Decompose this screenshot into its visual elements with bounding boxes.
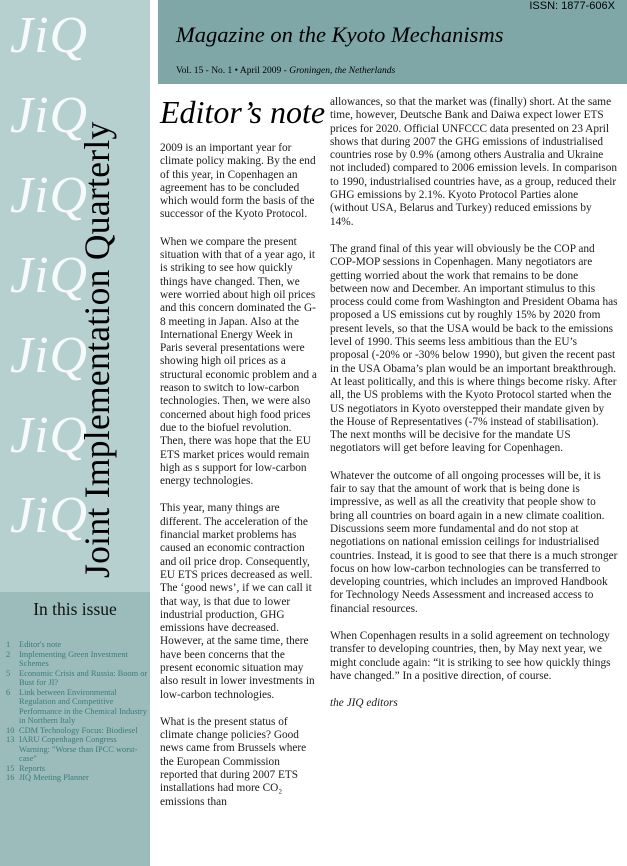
magazine-title: Magazine on the Kyoto Mechanisms: [176, 22, 504, 47]
page-number: 16: [6, 773, 15, 782]
contents-item[interactable]: [6, 640, 148, 650]
paragraph: This year, many things are different. The acceleration of the financial market problems has caused an economic contraction and oil price drop. Consequently, EU ETS prices decreased as well. The ‘good news’, if we can call it that way, is that due to lower industrial production, GHG emissions have decreased. However, at the same time, there have been concerns that the present economic situation may also result in lower investments in low-carbon technologies.: [160, 502, 315, 701]
jiq-watermark: JiQ: [10, 87, 89, 144]
jiq-watermark: JiQ: [10, 327, 89, 384]
signature: the JIQ editors: [330, 697, 398, 710]
contents-label: CDM Technology Focus: Biodiesel: [19, 725, 138, 735]
paragraph: What is the present status of climate change policies? Good news came from Brussels where the European Commission reported that during 2007 ETS installations had more CO₂ emissions than: [160, 715, 307, 808]
contents-item[interactable]: [6, 726, 148, 736]
volume-info: Vol. 15 - No. 1 • April 2009 -: [176, 66, 290, 76]
in-this-issue-box: [0, 592, 150, 866]
contents-item[interactable]: [6, 650, 148, 669]
contents-label: Reports: [19, 763, 46, 773]
contents-list: [6, 640, 148, 783]
article-heading: Editor’s note: [160, 94, 326, 130]
paragraph: When Copenhagen results in a solid agreement on technology transfer to developing countries, then, by May next year, we might conclude again: “it is striking to see how quickly things have changed.” In a positive direction, of course.: [330, 629, 611, 682]
page-number: 2: [6, 649, 11, 659]
page-number: 10: [6, 725, 15, 735]
contents-label: IARU Copenhagen Congress Warning: "Worse than IPCC worst-case": [19, 735, 138, 763]
article-column-1: [160, 142, 318, 823]
page-number: 15: [6, 763, 15, 773]
jiq-watermark: JiQ: [10, 167, 89, 224]
paragraph: allowances, so that the market was (finally) short. At the same time, however, Deutsche Bank and Daiwa expect lower ETS prices for 2020. Official UNFCCC data presented on 23 April shows that during 2007 the GHG emissions of industrialised countries rose by 0.9% (among others Australia and Ukraine not included) compared to 2006 emission levels. In comparison to 1990, industrialised countries have, as a group, reduced their GHG emissions by 2.1%. Kyoto Protocol Parties alone (without USA, Belarus and Turkey) reduced emissions by 14%.: [330, 96, 618, 228]
page-number: 1: [6, 640, 11, 649]
contents-item[interactable]: [6, 764, 148, 774]
contents-item[interactable]: [6, 669, 148, 688]
contents-item[interactable]: [6, 773, 148, 783]
jiq-watermark: JiQ: [10, 7, 89, 64]
paragraph: Whatever the outcome of all ongoing processes will be, it is fair to say that the amount of work that is being done is impressive, as well as all the creativity that people show to bring all countries on board again in a new climate coalition. Discussions seem more fundamental and do not stop at negotiations on national emission ceilings for industrialised countries. Instead, it is good to see that there is a much stronger focus on how low-carbon technologies can be transferred to developing countries, which includes an improved Handbook for Technology Needs Assessment and increased access to financial resources.: [330, 469, 618, 615]
contents-item[interactable]: [6, 688, 148, 726]
contents-label: Editor's note: [19, 640, 62, 649]
contents-label: Economic Crisis and Russia: Boom or Bust for JI?: [19, 668, 148, 687]
contents-label: JIQ Meeting Planner: [19, 773, 89, 782]
contents-label: Link between Environmental Regulation and Competitive Performance in the Chemical Industry in Northern Italy: [19, 687, 147, 725]
jiq-watermark: JiQ: [10, 247, 89, 304]
publication-title: Joint Implementation Quarterly: [77, 121, 117, 578]
issn: ISSN: 1877-606X: [529, 0, 615, 12]
in-this-issue-heading: In this issue: [33, 599, 117, 619]
sidebar: [0, 0, 150, 866]
page-number: 5: [6, 668, 11, 678]
jiq-watermark: JiQ: [10, 407, 89, 464]
contents-label: Implementing Green Investment Schemes: [19, 649, 128, 668]
jiq-watermark: JiQ: [10, 487, 89, 544]
paragraph: When we compare the present situation with that of a year ago, it is striking to see how quickly things have changed. Then, we were worried about high oil prices and this concern dominated the G-8 meeting in Japan. Also at the International Energy Week in Paris several presentations were showing high oil prices as a structural economic problem and a reason to switch to low-carbon technologies. Then, we were also concerned about high food prices due to the biofuel revolution. Then, there was hope that the EU ETS market prices would remain high as s support for low-carbon energy technologies.: [160, 235, 317, 488]
location: Groningen, the Netherlands: [289, 66, 396, 76]
page-number: 6: [6, 687, 11, 697]
masthead-bar: [158, 0, 627, 84]
paragraph: 2009 is an important year for climate policy making. By the end of this year, in Copenhagen an agreement has to be concluded which would form the basis of the successor of the Kyoto Protocol.: [160, 142, 316, 221]
paragraph: The grand final of this year will obviously be the COP and COP-MOP sessions in Copenhagen. Many negotiators are getting worried about the work that remains to be done between now and December. An important stimulus to this process could come from Washington and President Obama has proposed a US emissions cut by roughly 15% by 2020 from present levels, so that the USA would be back to the emissions level of 1990. This seems less ambitious than the EU’s proposal (-20% or -30% below 1990), but given the recent past in the USA Obama’s plan would be an important breakthrough. At least politically, and this is where things become risky. After all, the US problems with the Kyoto Protocol started when the US negotiators in Kyoto overstepped their mandate given by the House of Representatives (-7% instead of stabilisation). The next months will be decisive for the mandate US negotiators will get before leaving for Copenhagen.: [330, 242, 618, 455]
issue-info: [176, 66, 395, 76]
page-number: 13: [6, 735, 15, 744]
contents-item[interactable]: [6, 735, 148, 764]
article-column-2: [330, 96, 618, 724]
